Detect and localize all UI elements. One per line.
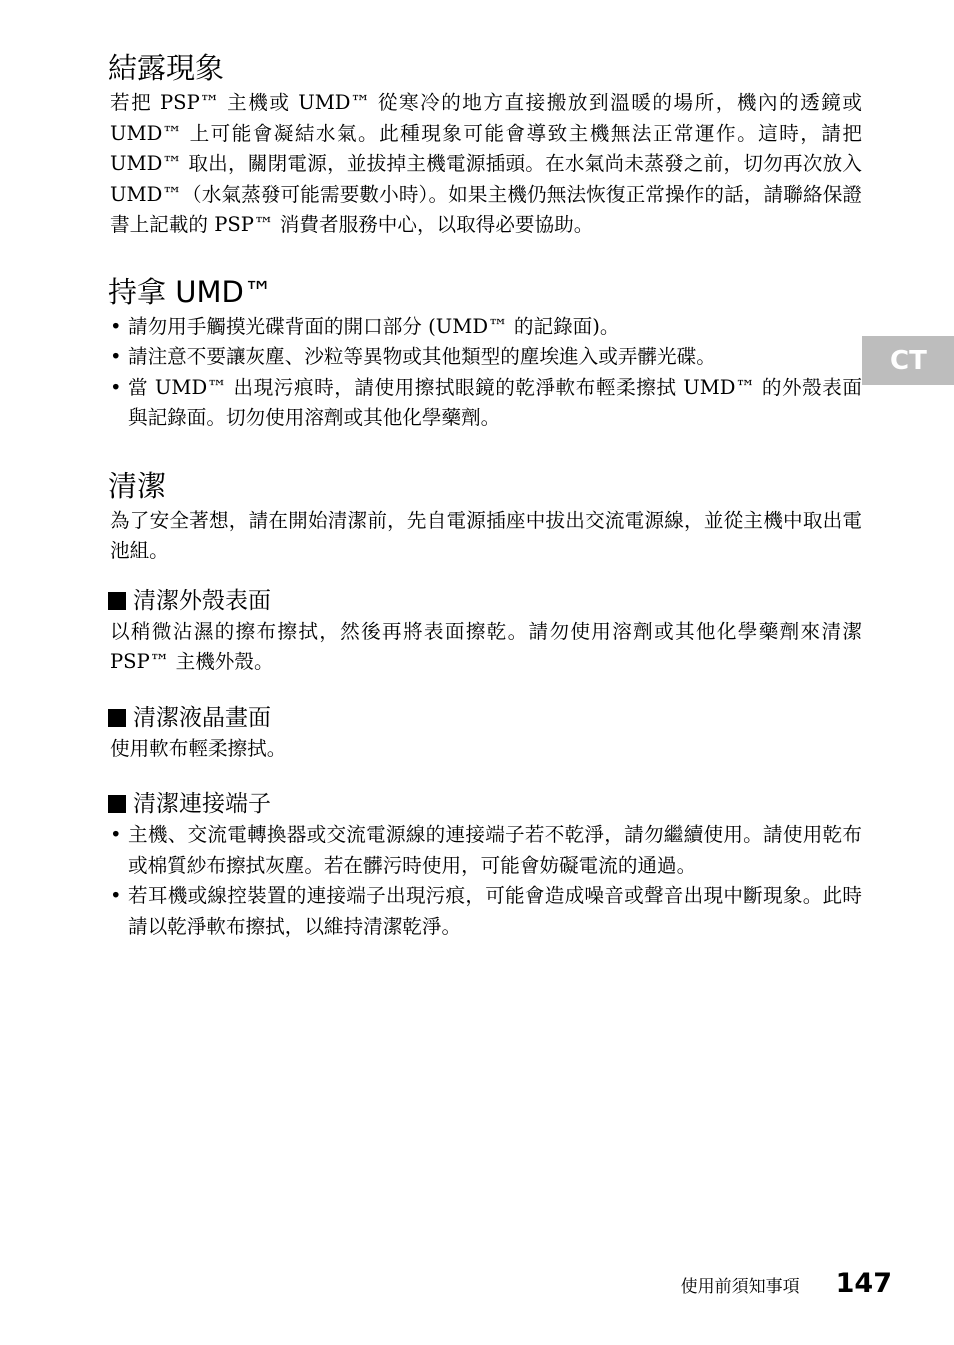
list-item-text: 主機、交流電轉換器或交流電源線的連接端子若不乾淨，請勿繼續使用。請使用乾布或棉質紗布擦拭灰塵。若在髒污時使用，可能會妨礙電流的通過。: [128, 823, 862, 877]
connectors-list: [110, 820, 862, 942]
exterior-subheading: [108, 585, 862, 617]
connectors-subheading: [108, 788, 862, 820]
square-bullet-icon: [108, 709, 126, 727]
bullet-icon: •: [110, 823, 122, 846]
list-item: [110, 342, 862, 373]
list-item: [110, 312, 862, 343]
list-item-text: 請勿用手觸摸光碟背面的開口部分 (UMD™ 的記錄面)。: [128, 314, 620, 338]
connectors-subheading-text: 清潔連接端子: [133, 791, 271, 817]
lcd-subheading: [108, 702, 862, 734]
list-item: [110, 881, 862, 942]
cleaning-heading: 清潔: [108, 468, 167, 503]
square-bullet-icon: [108, 795, 126, 813]
cleaning-body: 為了安全著想，請在開始清潔前，先自電源插座中拔出交流電源線，並從主機中取出電池組。: [110, 508, 862, 562]
lcd-body: 使用軟布輕柔擦拭。: [110, 736, 287, 760]
exterior-subheading-text: 清潔外殼表面: [133, 587, 271, 614]
list-item-text: 請注意不要讓灰塵、沙粒等異物或其他類型的塵埃進入或弄髒光碟。: [128, 345, 716, 368]
list-item: [110, 820, 862, 881]
list-item-text: 若耳機或線控裝置的連接端子出現污痕，可能會造成噪音或聲音出現中斷現象。此時請以乾淨軟布擦拭，以維持清潔乾淨。: [128, 884, 862, 938]
bullet-icon: •: [110, 314, 122, 338]
footer-section-name: 使用前須知事項: [680, 1277, 800, 1297]
page-footer: [681, 1268, 892, 1299]
lcd-subheading-text: 清潔液晶畫面: [133, 704, 271, 731]
list-item-text: 當 UMD™ 出現污痕時，請使用擦拭眼鏡的乾淨軟布輕柔擦拭 UMD™ 的外殼表面與記錄面。切勿使用溶劑或其他化學藥劑。: [128, 375, 862, 429]
handling-list: [110, 312, 862, 434]
list-item: [110, 373, 862, 434]
condensation-body: 若把 PSP™ 主機或 UMD™ 從寒冷的地方直接搬放到溫暖的場所，機內的透鏡或 UMD™ 上可能會凝結水氣。此種現象可能會導致主機無法正常運作。這時，請把 UMD™ 取出，關閉電源，並拔掉主機電源插頭。在水氣尚未蒸發之前，切勿再次放入 UMD™（水氣蒸發可能需要數小時）。如果主機仍無法恢復正常操作的話，請聯絡保證書上記載的 PSP™ 消費者服務中心，以取得必要協助。: [110, 91, 862, 236]
page-number: 147: [835, 1268, 892, 1299]
bullet-icon: •: [110, 884, 122, 907]
language-tab: CT: [862, 336, 954, 385]
bullet-icon: •: [110, 345, 122, 368]
page-content: [110, 48, 862, 942]
condensation-heading: 結露現象: [108, 51, 225, 85]
handling-heading: 持拿 UMD™: [108, 274, 273, 309]
square-bullet-icon: [108, 592, 126, 610]
exterior-body: 以稍微沾濕的擦布擦拭，然後再將表面擦乾。請勿使用溶劑或其他化學藥劑來清潔 PSP™ 主機外殼。: [110, 619, 862, 673]
bullet-icon: •: [110, 375, 122, 399]
